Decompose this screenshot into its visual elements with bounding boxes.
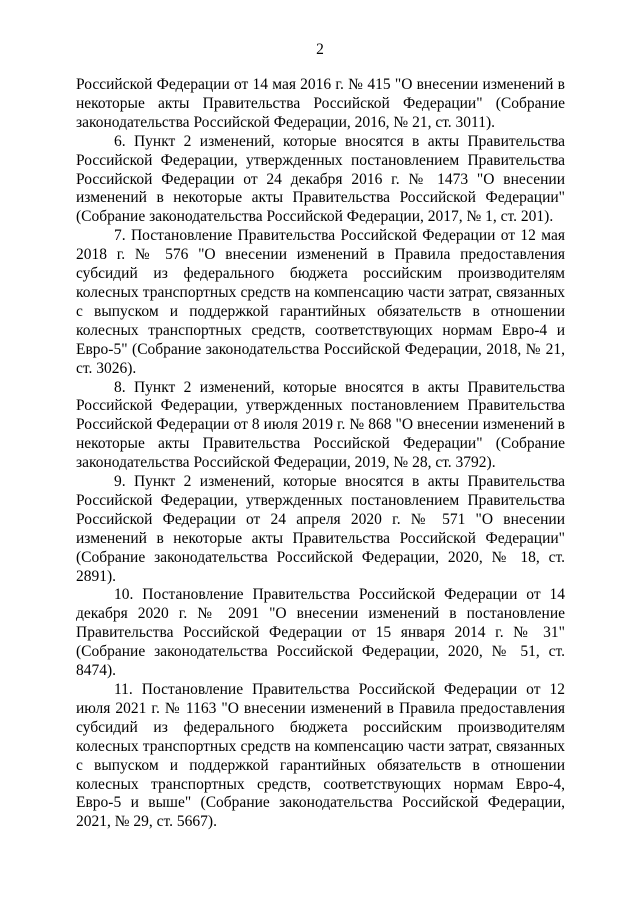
paragraph-item-11: 11. Постановление Правительства Российской Федерации от 12 июля 2021 г. № 1163 "О внесении изменений в Правила предоставления субсидий из федерального бюджета российским производителям колесных транспортных средств на компенсацию части затрат, связанных с выпуском и поддержкой гарантийных обязательств в отношении колесных транспортных средств, соответствующих нормам Евро-4, Евро-5 и выше" (Собрание законодательства Российской Федерации, 2021, № 29, ст. 5667). — [76, 681, 565, 831]
paragraph-item-10: 10. Постановление Правительства Российской Федерации от 14 декабря 2020 г. № 2091 "О внесении изменений в постановление Правительства Российской Федерации от 15 января 2014 г. № 31" (Собрание законодательства Российской Федерации, 2020, № 51, ст. 8474). — [76, 586, 565, 680]
paragraph-item-8: 8. Пункт 2 изменений, которые вносятся в акты Правительства Российской Федерации, утвержденных постановлением Правительства Российской Федерации от 8 июля 2019 г. № 868 "О внесении изменений в некоторые акты Правительства Российской Федерации" (Собрание законодательства Российской Федерации, 2019, № 28, ст. 3792). — [76, 378, 565, 472]
paragraph-item-6: 6. Пункт 2 изменений, которые вносятся в акты Правительства Российской Федерации, утвержденных постановлением Правительства Российской Федерации от 24 декабря 2016 г. № 1473 "О внесении изменений в некоторые акты Правительства Российской Федерации" (Собрание законодательства Российской Федерации, 2017, № 1, ст. 201). — [76, 132, 565, 226]
paragraph-item-9: 9. Пункт 2 изменений, которые вносятся в акты Правительства Российской Федерации, утвержденных постановлением Правительства Российской Федерации от 24 апреля 2020 г. № 571 "О внесении изменений в некоторые акты Правительства Российской Федерации" (Собрание законодательства Российской Федерации, 2020, № 18, ст. 2891). — [76, 473, 565, 585]
document-body — [76, 76, 565, 832]
paragraph-item-7: 7. Постановление Правительства Российской Федерации от 12 мая 2018 г. № 576 "О внесении изменений в Правила предоставления субсидий из федерального бюджета российским производителям колесных транспортных средств на компенсацию части затрат, связанных с выпуском и поддержкой гарантийных обязательств в отношении колесных транспортных средств, соответствующих нормам Евро-4 и Евро-5" (Собрание законодательства Российской Федерации, 2018, № 21, ст. 3026). — [76, 227, 565, 377]
paragraph-continuation: Российской Федерации от 14 мая 2016 г. № 415 "О внесении изменений в некоторые акты Правительства Российской Федерации" (Собрание законодательства Российской Федерации, 2016, № 21, ст. 3011). — [76, 76, 565, 131]
page-number: 2 — [316, 41, 324, 58]
